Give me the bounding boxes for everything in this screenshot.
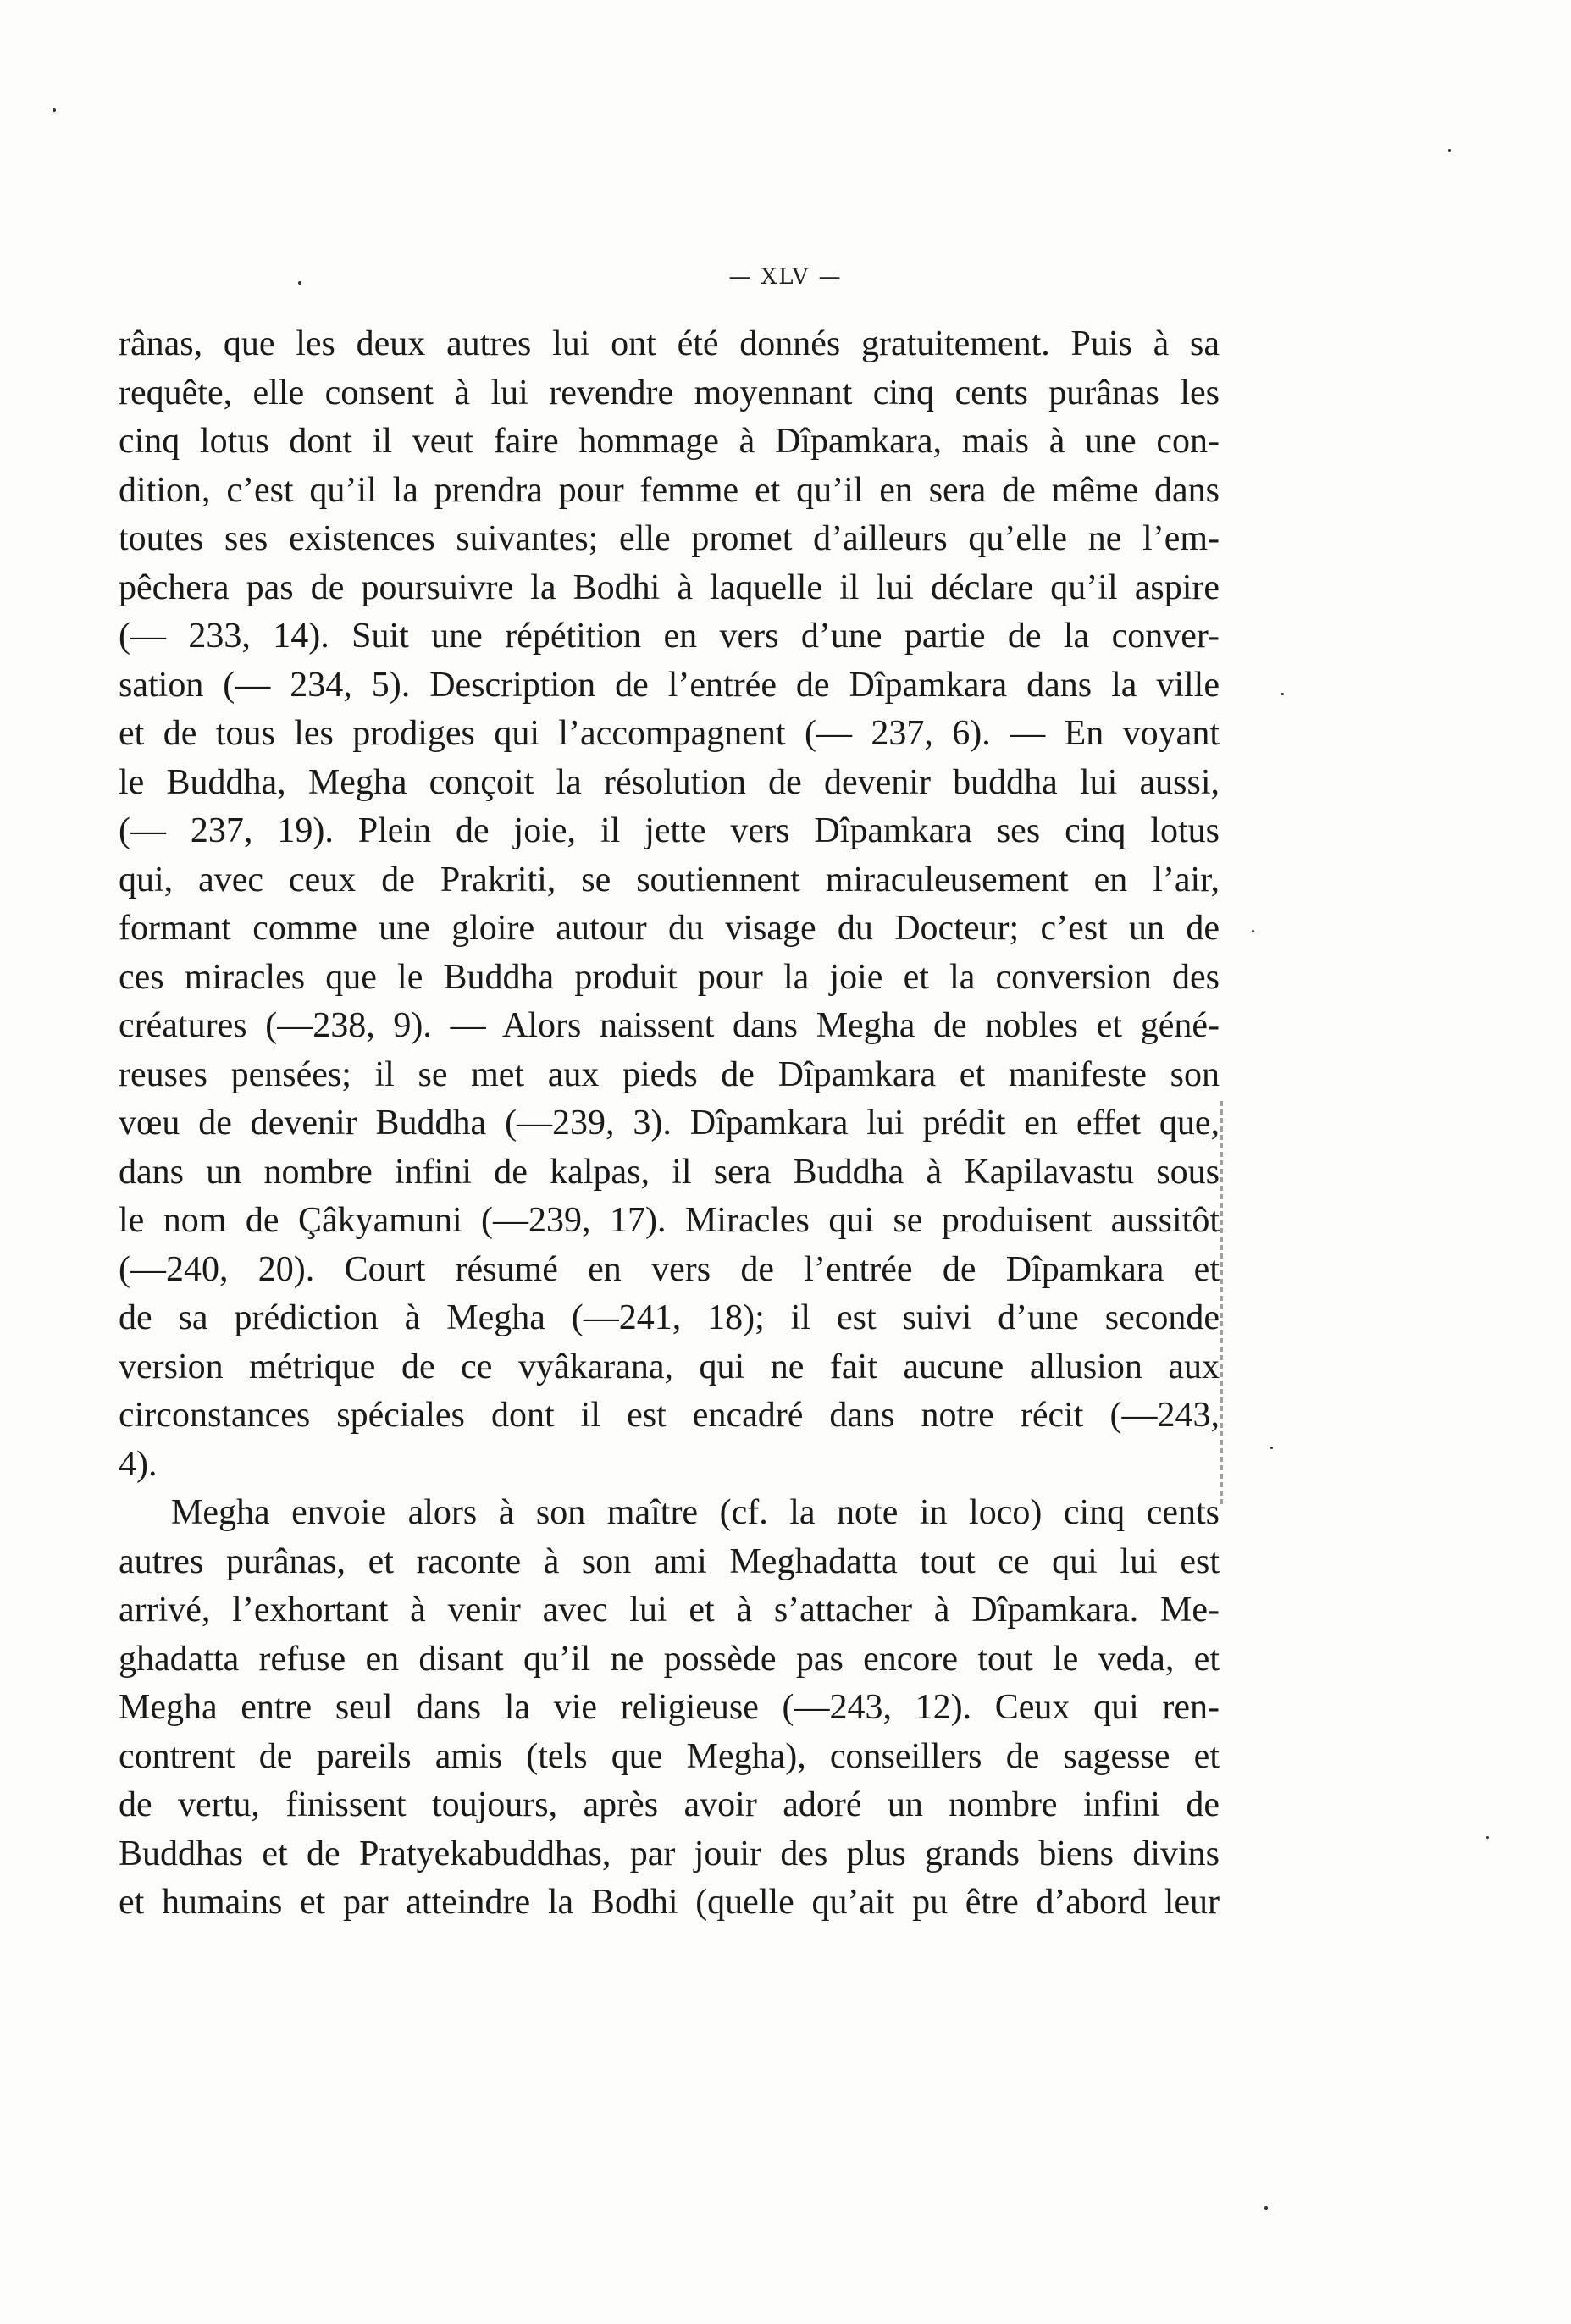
- text-line: qui, avec ceux de Prakriti, se soutiennent miraculeusement en l’air,: [119, 860, 1220, 899]
- text-line: arrivé, l’exhortant à venir avec lui et à s’attacher à Dîpamkara. Me-: [119, 1591, 1220, 1630]
- text-line: (— 237, 19). Plein de joie, il jette vers Dîpamkara ses cinq lotus: [119, 811, 1220, 850]
- text-line: 4).: [119, 1444, 158, 1484]
- text-line: de vertu, finissent toujours, après avoir adoré un nombre infini de: [119, 1785, 1220, 1824]
- text-line: dans un nombre infini de kalpas, il sera Buddha à Kapilavastu sous: [119, 1152, 1220, 1192]
- text-line: Buddhas et de Pratyekabuddhas, par jouir des plus grands biens divins: [119, 1834, 1220, 1873]
- scan-speck: [1486, 1836, 1489, 1839]
- scan-speck: [1252, 930, 1254, 932]
- text-line: (— 233, 14). Suit une répétition en vers d’une partie de la conver-: [119, 617, 1220, 656]
- text-line: requête, elle consent à lui revendre moyennant cinq cents purânas les: [119, 373, 1220, 412]
- text-line: ghadatta refuse en disant qu’il ne possède pas encore tout le veda, et: [119, 1639, 1220, 1679]
- text-line: autres purânas, et raconte à son ami Meghadatta tout ce qui lui est: [119, 1541, 1220, 1581]
- text-line: pêchera pas de poursuivre la Bodhi à laquelle il lui déclare qu’il aspire: [119, 567, 1220, 607]
- text-line: formant comme une gloire autour du visage du Docteur; c’est un de: [119, 909, 1220, 948]
- text-line: cinq lotus dont il veut faire hommage à Dîpamkara, mais à une con-: [119, 422, 1220, 461]
- text-line: version métrique de ce vyâkarana, qui ne fait aucune allusion aux: [119, 1347, 1220, 1386]
- scan-speck: [1448, 149, 1451, 152]
- scan-speck: [1270, 1447, 1273, 1449]
- running-head: — XLV —: [728, 264, 843, 290]
- text-line: contrent de pareils amis (tels que Megha), conseillers de sagesse et: [119, 1736, 1220, 1776]
- scan-speck: [53, 108, 56, 112]
- scan-speck: [1281, 693, 1284, 695]
- scan-speck: [1264, 2206, 1268, 2210]
- text-line: reuses pensées; il se met aux pieds de Dîpamkara et manifeste son: [119, 1054, 1220, 1094]
- text-line: ces miracles que le Buddha produit pour la joie et la conversion des: [119, 957, 1220, 997]
- text-line: et humains et par atteindre la Bodhi (quelle qu’ait pu être d’abord leur: [119, 1883, 1220, 1922]
- scan-speck: [298, 281, 301, 285]
- text-line: de sa prédiction à Megha (—241, 18); il est suivi d’une seconde: [119, 1298, 1220, 1337]
- text-line: circonstances spéciales dont il est encadré dans notre récit (—243,: [119, 1396, 1220, 1435]
- text-line: Megha envoie alors à son maître (cf. la note in loco) cinq cents: [171, 1493, 1220, 1532]
- margin-scan-artifact: [1220, 1101, 1223, 1508]
- text-line: le Buddha, Megha conçoit la résolution de devenir buddha lui aussi,: [119, 762, 1220, 802]
- body-text: [119, 320, 1220, 1928]
- text-line: le nom de Çâkyamuni (—239, 17). Miracles qui se produisent aussitôt: [119, 1201, 1220, 1240]
- text-line: (—240, 20). Court résumé en vers de l’entrée de Dîpamkara et: [119, 1249, 1220, 1289]
- paragraph-2: [119, 1489, 1220, 1928]
- text-line: créatures (—238, 9). — Alors naissent dans Megha de nobles et géné-: [119, 1006, 1220, 1045]
- text-line: rânas, que les deux autres lui ont été donnés gratuitement. Puis à sa: [119, 324, 1220, 363]
- text-line: toutes ses existences suivantes; elle promet d’ailleurs qu’elle ne l’em-: [119, 519, 1220, 558]
- text-line: vœu de devenir Buddha (—239, 3). Dîpamkara lui prédit en effet que,: [119, 1104, 1220, 1143]
- text-line: et de tous les prodiges qui l’accompagnent (— 237, 6). — En voyant: [119, 714, 1220, 753]
- text-line: Megha entre seul dans la vie religieuse (—243, 12). Ceux qui ren-: [119, 1688, 1220, 1727]
- paragraph-1: [119, 320, 1220, 1489]
- text-line: sation (— 234, 5). Description de l’entrée de Dîpamkara dans la ville: [119, 665, 1220, 705]
- text-line: dition, c’est qu’il la prendra pour femme et qu’il en sera de même dans: [119, 470, 1220, 510]
